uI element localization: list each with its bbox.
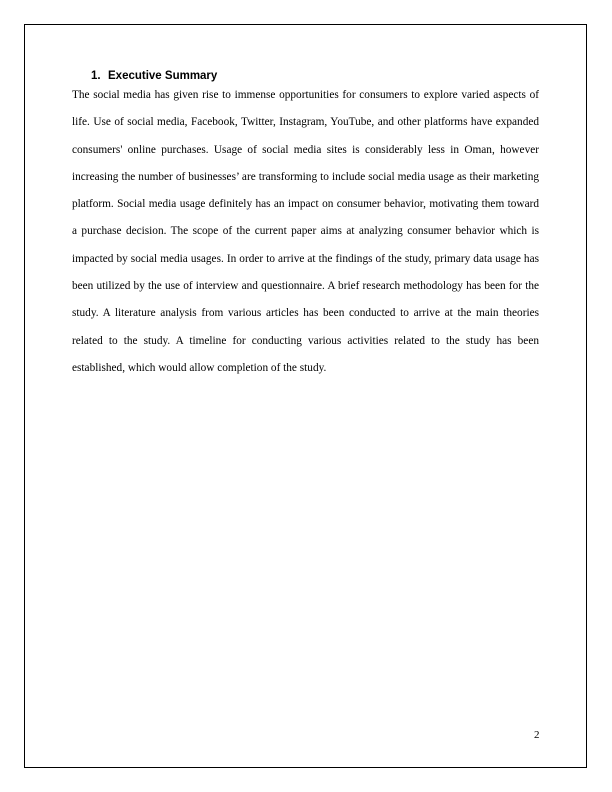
section-heading: [91, 70, 217, 82]
executive-summary-paragraph: The social media has given rise to immense opportunities for consumers to explore varied aspects of life. Use of social media, Facebook, Twitter, Instagram, YouTube, and other platforms have expanded consumers' online purchases. Usage of social media sites is considerably less in Oman, however increasing the number of businesses’ are transforming to include social media usage as their marketing platform. Social media usage definitely has an impact on consumer behavior, motivating them toward a purchase decision. The scope of the current paper aims at analyzing consumer behavior which is impacted by social media usages. In order to arrive at the findings of the study, primary data usage has been utilized by the use of interview and questionnaire. A brief research methodology has been for the study. A literature analysis from various articles has been conducted to arrive at the main theories related to the study. A timeline for conducting various activities related to the study has been established, which would allow completion of the study.: [72, 89, 539, 374]
section-number: 1.: [91, 70, 101, 82]
section-title: Executive Summary: [108, 70, 218, 82]
page-number: 2: [534, 729, 540, 741]
